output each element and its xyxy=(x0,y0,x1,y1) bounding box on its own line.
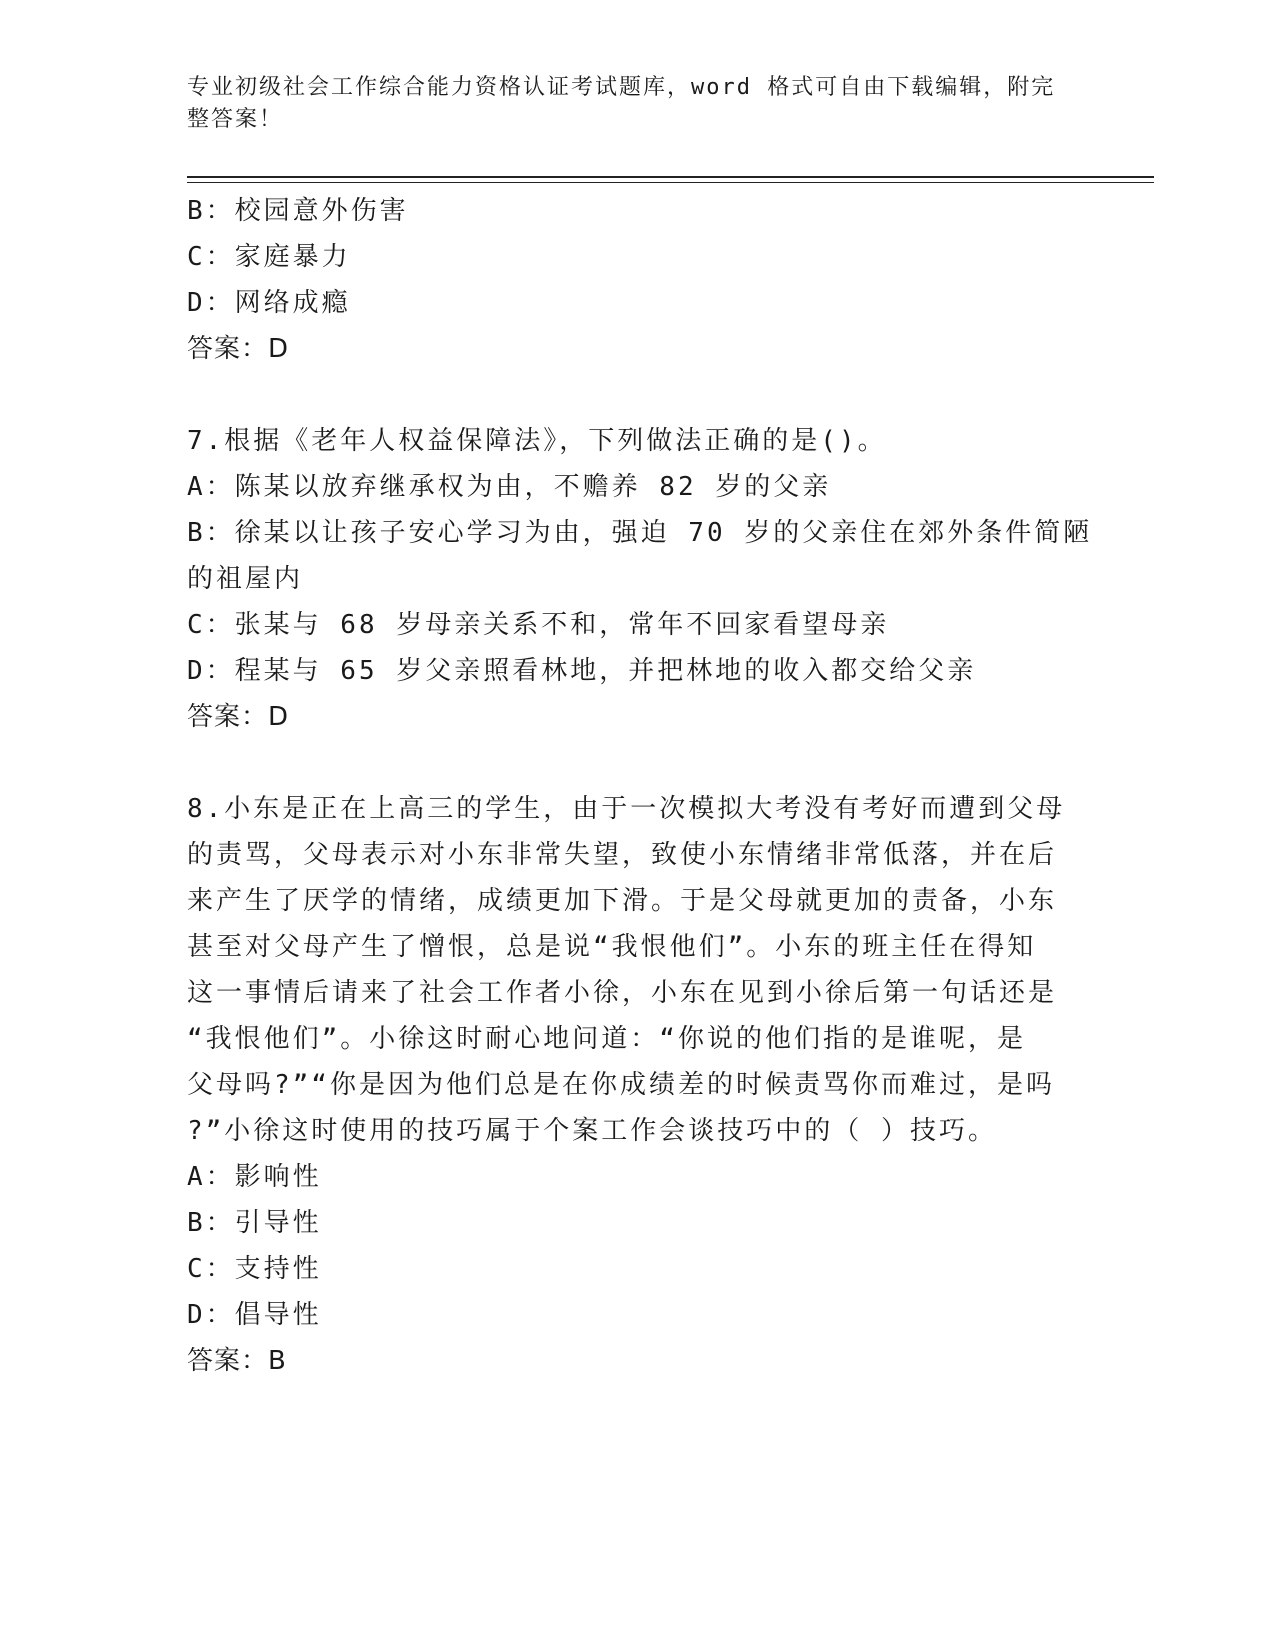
option-a: A：陈某以放弃继承权为由，不赡养 82 岁的父亲 xyxy=(187,472,832,502)
document-header xyxy=(187,72,1067,136)
answer: 答案：D xyxy=(187,334,290,364)
question-stem: 7.根据《老年人权益保障法》，下列做法正确的是()。 xyxy=(187,426,887,456)
option-b: B：徐某以让孩子安心学习为由，强迫 70 岁的父亲住在郊外条件简陋 xyxy=(187,518,1093,548)
question-8 xyxy=(187,786,1067,1384)
header-divider-thick xyxy=(187,176,1154,178)
option-b-continued: 的祖屋内 xyxy=(187,564,304,594)
question-stem-line: 父母吗?”“你是因为他们总是在你成绩差的时候责骂你而难过，是吗 xyxy=(187,1070,1055,1100)
header-line-2: 整答案！ xyxy=(187,107,284,132)
option-a: A：影响性 xyxy=(187,1162,322,1192)
option-d: D：网络成瘾 xyxy=(187,288,351,318)
option-d: D：程某与 65 岁父亲照看林地，并把林地的收入都交给父亲 xyxy=(187,656,977,686)
question-6-tail xyxy=(187,188,1067,372)
header-divider-thin xyxy=(187,182,1154,183)
question-stem-line: “我恨他们”。小徐这时耐心地问道：“你说的他们指的是谁呢，是 xyxy=(187,1024,1026,1054)
question-7 xyxy=(187,418,1093,740)
answer: 答案：D xyxy=(187,702,290,732)
option-d: D：倡导性 xyxy=(187,1300,322,1330)
header-line-1: 专业初级社会工作综合能力资格认证考试题库，word 格式可自由下载编辑，附完 xyxy=(187,75,1056,100)
answer: 答案：B xyxy=(187,1346,287,1376)
option-b: B：引导性 xyxy=(187,1208,322,1238)
option-c: C：支持性 xyxy=(187,1254,322,1284)
question-stem-line: 甚至对父母产生了憎恨，总是说“我恨他们”。小东的班主任在得知 xyxy=(187,932,1037,962)
question-stem-line: ?”小徐这时使用的技巧属于个案工作会谈技巧中的（ ）技巧。 xyxy=(187,1116,997,1146)
question-stem-line: 的责骂，父母表示对小东非常失望，致使小东情绪非常低落，并在后 xyxy=(187,840,1058,870)
question-stem-line: 8.小东是正在上高三的学生，由于一次模拟大考没有考好而遭到父母 xyxy=(187,794,1066,824)
option-c: C：张某与 68 岁母亲关系不和，常年不回家看望母亲 xyxy=(187,610,890,640)
option-b: B：校园意外伤害 xyxy=(187,196,409,226)
document-body xyxy=(187,188,1093,1384)
question-stem-line: 这一事情后请来了社会工作者小徐，小东在见到小徐后第一句话还是 xyxy=(187,978,1058,1008)
question-stem-line: 来产生了厌学的情绪，成绩更加下滑。于是父母就更加的责备，小东 xyxy=(187,886,1058,916)
option-c: C：家庭暴力 xyxy=(187,242,351,272)
